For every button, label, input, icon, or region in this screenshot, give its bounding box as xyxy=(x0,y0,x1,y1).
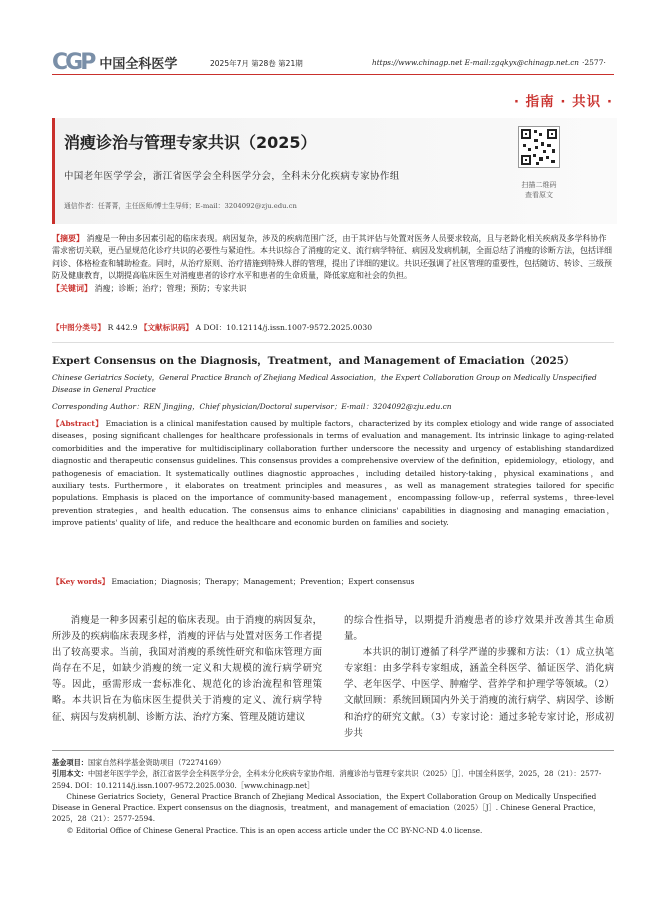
abstract-en-text: Emaciation is a clinical manifestation caused by multiple factors，characterized by its complex etiology and wide range of associated diseases，posing significant challenges for healthcare professionals in terms of evaluation and management. Its intrinsic linkage to aging-related comorbidities and the imperative for multidisciplinary collaboration further underscore the necessity and urgency of establishing standardized diagnostic and therapeutic consensus guidelines. This consensus provides a comprehensive overview of the definition，epidemiology，etiology，and pathogenesis of emaciation. It systematically outlines diagnostic approaches，including detailed history-taking，physical examinations，and auxiliary tests. Furthermore，it elaborates on treatment principles and measures，as well as management strategies tailored for specific populations. Emphasis is placed on the importance of community-based management，encompassing follow-up，referral systems，three-level prevention strategies，and health education. The consensus aims to enhance clinicians' capabilities in diagnosing and managing emaciation，improve patients' quality of life，and reduce the healthcare and economic burden on families and society. xyxy=(52,419,614,528)
abstract-en-label: 【Abstract】 xyxy=(52,419,103,428)
journal-logo xyxy=(52,50,177,74)
keywords-zh-label: 【关键词】 xyxy=(52,283,92,294)
fund-text: 国家自然科学基金资助项目（72274169） xyxy=(87,758,226,767)
journal-links[interactable]: https://www.chinagp.net E-mail:zgqkyx@chinagp.net.cn xyxy=(372,58,579,67)
article-title-zh: 消瘦诊治与管理专家共识（2025） xyxy=(64,133,317,152)
header-rule xyxy=(52,74,614,75)
qr-caption xyxy=(512,180,566,200)
qr-caption-line-2: 查看原文 xyxy=(525,191,553,199)
qr-code-icon[interactable] xyxy=(518,126,560,168)
column-tag: · 指南 · 共识 · xyxy=(513,94,613,110)
copyright-line: © Editorial Office of Chinese General Practice. This is an open access article under the CC BY-NC-ND 4.0 license. xyxy=(66,825,483,835)
abstract-zh xyxy=(52,232,614,295)
body-paragraph: 消瘦是一种多因素引起的临床表现。由于消瘦的病因复杂，所涉及的疾病临床表现多样，消瘦的评估与处置对医务工作者提出了较高要求。当前，我国对消瘦的系统性研究和临床管理方面尚存在不足，如缺少消瘦的统一定义和大规模的流行病学研究等。因此，亟需形成一套标准化、规范化的诊治流程和管理策略。本共识旨在为临床医生提供关于消瘦的定义、流行病学特征、病因与发病机制、诊断方法、治疗方案、管理及随访建议 xyxy=(52,615,322,723)
corresponding-author-en: Corresponding Author：REN Jingjing，Chief physician/Doctoral supervisor；E-mail：3204092@zju.edu.cn xyxy=(52,402,452,411)
classification-line xyxy=(52,322,372,333)
citation-en: Chinese Geriatrics Society，General Practice Branch of Zhejiang Medical Association，the Expert Collaboration Group on Medically Unspecified Disease in General Practice. Expert consensus on the diagnosis，treatment，and management of emaciation（2025）［J］. Chinese General Practice，2025，28（21）：2577-2594. xyxy=(52,791,601,824)
body-paragraph: 本共识的制订遵循了科学严谨的步骤和方法：（1）成立执笔专家组：由多学科专家组成，涵盖全科医学、循证医学、消化病学、老年医学、中医学、肿瘤学、营养学和护理学等领域。（2）文献回顾：系统回顾国内外关于消瘦的流行病学、病因学、诊断和治疗的研究文献。（3）专家讨论：通过多轮专家讨论，形成初步共 xyxy=(344,647,614,739)
keywords-en-line xyxy=(52,576,414,587)
abstract-zh-label: 【摘要】 xyxy=(52,233,84,243)
citation-label: 引用本文： xyxy=(52,769,88,779)
footnote-rule xyxy=(52,750,614,751)
doc-code-value: A DOI：10.12114/j.issn.1007-9572.2025.0030 xyxy=(195,323,373,332)
body-paragraph: 的综合性指导，以期提升消瘦患者的诊疗效果并改善其生命质量。 xyxy=(344,615,614,643)
logo-name: 中国全科医学 xyxy=(99,56,178,72)
article-title-en: Expert Consensus on the Diagnosis，Treatment，and Management of Emaciation（2025） xyxy=(52,355,575,367)
abstract-en xyxy=(52,418,614,530)
keywords-zh: 消瘦；诊断；治疗；管理；预防；专家共识 xyxy=(94,284,247,294)
logo-mark: CGP xyxy=(52,49,94,75)
page-number: ·2577· xyxy=(582,58,606,67)
abstract-zh-text: 消瘦是一种由多因素引起的临床表现。病因复杂，涉及的疾病范围广泛，由于其评估与处置对医务人员要求较高，且与老龄化相关疾病及多学科协作需求密切关联，更凸显规范化诊疗共识的必要性与紧迫性。本共识综合了消瘦的定义、流行病学特征、病因及发病机制，全面总结了消瘦的诊断方法，包括详细问诊、体格检查和辅助检查。同时，从治疗原则、治疗措施到特殊人群的管理，提出了详细的建议。共识还强调了社区管理的重要性，包括随访、转诊、三级预防及健康教育，以期提高临床医生对消瘦患者的诊疗水平和患者的生命质量，降低家庭和社会的负担。 xyxy=(52,234,612,280)
body-column-left xyxy=(52,613,322,726)
doc-code-label: 【文献标识码】 xyxy=(139,323,194,332)
keywords-en: Emaciation；Diagnosis；Therapy；Management；Prevention；Expert consensus xyxy=(111,577,415,586)
qr-caption-line-1: 扫描二维码 xyxy=(521,181,557,189)
clc-label: 【中图分类号】 xyxy=(52,323,106,332)
keywords-en-label: 【Key words】 xyxy=(52,577,110,586)
fund-label: 基金项目： xyxy=(52,758,88,767)
authors-zh: 中国老年医学学会，浙江省医学会全科医学分会，全科未分化疾病专家协作组 xyxy=(64,171,400,182)
footnotes xyxy=(52,757,614,836)
clc-value: R 442.9 xyxy=(107,323,138,332)
authors-en: Chinese Geriatrics Society，General Practice Branch of Zhejiang Medical Association，the Expert Collaboration Group on Medically Unspecified Disease in General Practice xyxy=(52,373,597,395)
issue-info: 2025年7月 第28卷 第21期 xyxy=(210,59,303,68)
body-column-right xyxy=(344,613,614,742)
divider xyxy=(52,342,614,343)
citation-zh: 中国老年医学学会，浙江省医学会全科医学分会，全科未分化疾病专家协作组．消瘦诊治与管理专家共识（2025）［J］．中国全科医学，2025，28（21）：2577-2594. DOI：10.12114/j.issn.1007-9572.2025.0030.［www.chinagp.net］ xyxy=(52,769,602,790)
corresponding-author-zh: 通信作者：任菁菁，主任医师/博士生导师；E-mail：3204092@zju.edu.cn xyxy=(64,202,297,210)
